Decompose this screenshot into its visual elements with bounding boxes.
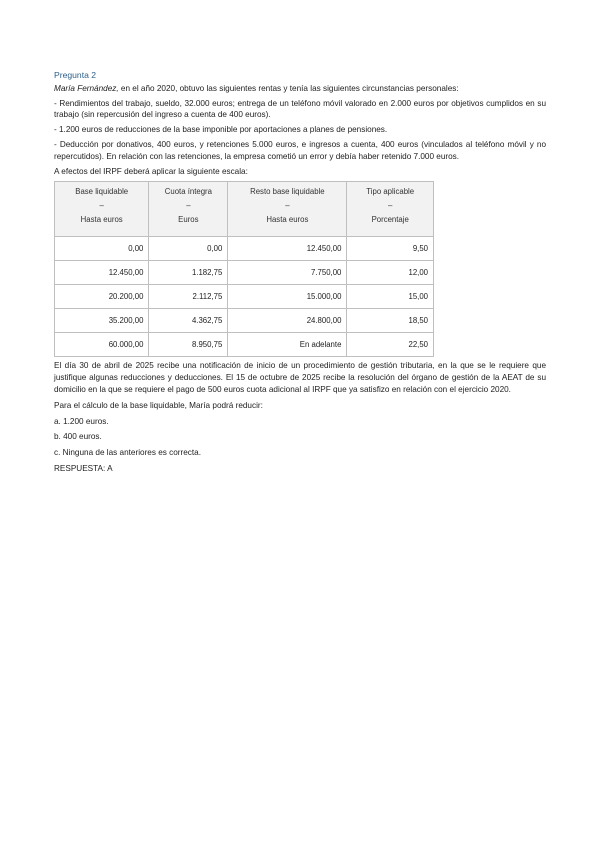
table-cell: 9,50 [347,237,434,261]
table-intro: A efectos del IRPF deberá aplicar la siguiente escala: [54,166,248,176]
table-row [55,237,434,261]
header-cuota-integra: Cuota íntegra – Euros [149,182,228,237]
table-cell: 15,00 [347,285,434,309]
table-cell: 1.182,75 [149,261,228,285]
header-tipo-aplicable: Tipo aplicable – Porcentaje [347,182,434,237]
option-c: c. Ninguna de las anteriores es correcta. [54,448,201,458]
table-cell: 20.200,00 [55,285,149,309]
intro-text: en el año 2020, obtuvo las siguientes rentas y tenía las siguientes circunstancias personales: [118,83,459,93]
table-header-row [55,182,434,237]
table-cell: 22,50 [347,333,434,357]
table-cell: 35.200,00 [55,309,149,333]
option-a: a. 1.200 euros. [54,416,109,426]
item-pension: - 1.200 euros de reducciones de la base imponible por aportaciones a planes de pensiones. [54,125,388,135]
table-cell: 24.800,00 [228,309,347,333]
table-cell: 18,50 [347,309,434,333]
option-b: b. 400 euros. [54,432,102,442]
procedure-paragraph: El día 30 de abril de 2025 recibe una notificación de inicio de un procedimiento de gestión tributaria, en la que se le requiere que justifique algunas reducciones y deducciones. El 15 de octubre de 2025 recibe la resolución del órgano de gestión de la AEAT de su domicilio en la que se requiere el pago de 500 euros cuota adicional al IRPF que ya satisfizo en relación con el ejercicio 2020. [54,361,546,394]
item-deductions: - Deducción por donativos, 400 euros, y retenciones 5.000 euros, e ingresos a cuenta, 400 euros (vinculados al teléfono móvil y no repercutidos). En relación con las retenciones, la empresa cometió un error y debía haber retenido 7.000 euros. [54,139,546,161]
table-row [55,333,434,357]
table-cell: En adelante [228,333,347,357]
table-cell: 15.000,00 [228,285,347,309]
table-cell: 12,00 [347,261,434,285]
table-cell: 0,00 [55,237,149,261]
table-cell: 2.112,75 [149,285,228,309]
table-row [55,309,434,333]
table-cell: 4.362,75 [149,309,228,333]
table-cell: 60.000,00 [55,333,149,357]
table-row [55,261,434,285]
table-cell: 8.950,75 [149,333,228,357]
after-table-section [54,360,546,474]
table-cell: 0,00 [149,237,228,261]
table-cell: 12.450,00 [55,261,149,285]
table-row [55,285,434,309]
item-salary: - Rendimientos del trabajo, sueldo, 32.000 euros; entrega de un teléfono móvil valorado en 2.000 euros por objetivos cumplidos en su trabajo (sin repercusión del ingreso a cuenta de 400 euros). [54,98,546,120]
header-base-liquidable: Base liquidable – Hasta euros [55,182,149,237]
question-title: Pregunta 2 [54,70,97,80]
table-cell: 7.750,00 [228,261,347,285]
table-cell: 12.450,00 [228,237,347,261]
question-prompt: Para el cálculo de la base liquidable, María podrá reducir: [54,400,263,410]
person-name: María Fernández, [54,83,119,93]
document-page [54,70,546,479]
tax-scale-table [54,181,434,357]
intro-paragraph [54,83,546,95]
answer-text: RESPUESTA: A [54,463,113,473]
header-resto-base: Resto base liquidable – Hasta euros [228,182,347,237]
